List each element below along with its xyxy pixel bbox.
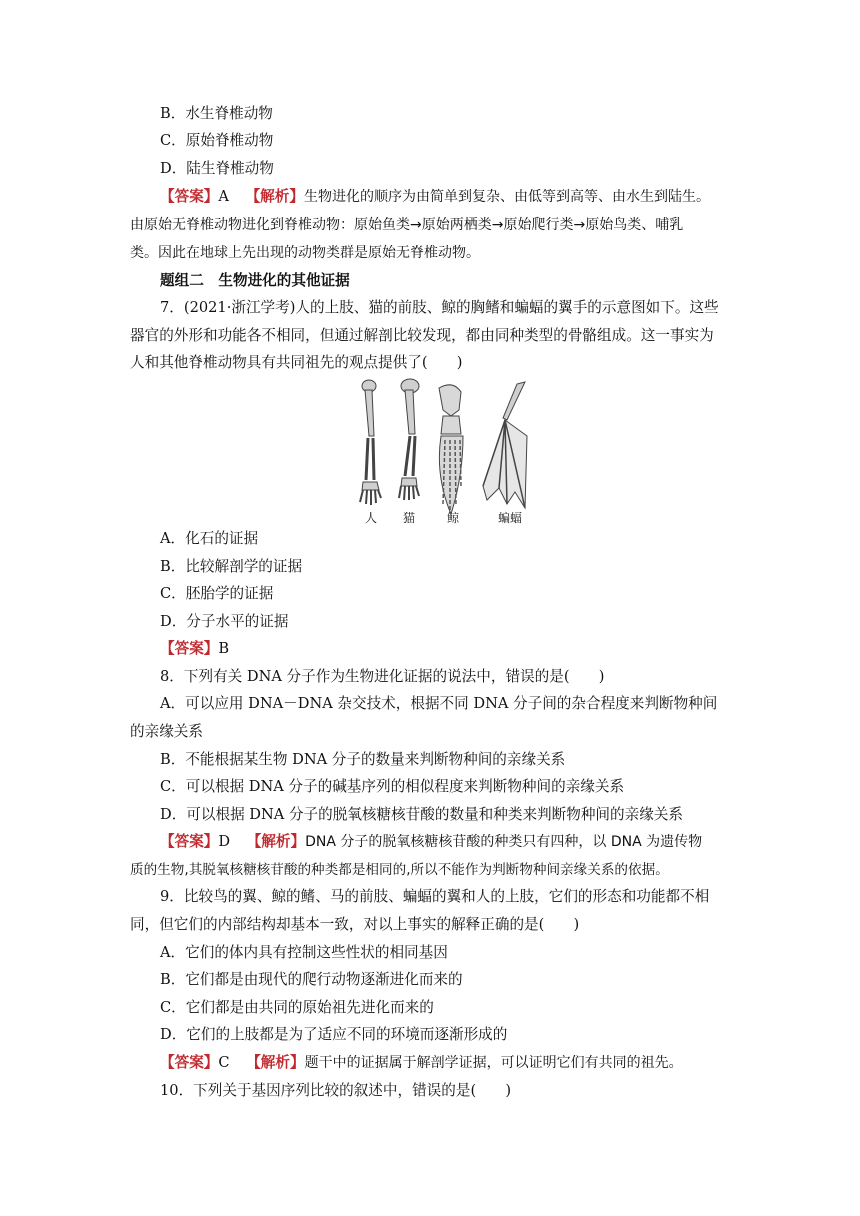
q6-answer-line bbox=[160, 187, 710, 207]
explanation-text: 生物进化的顺序为由简单到复杂、由低等到高等、由水生到陆生。 bbox=[303, 189, 710, 205]
q9-answer-line bbox=[160, 1053, 683, 1073]
figure-label-bat: 蝙蝠 bbox=[498, 511, 523, 525]
figure-label-whale: 鲸 bbox=[447, 511, 460, 525]
q8-option-a-line1: A．可以应用 DNA－DNA 杂交技术，根据不同 DNA 分子间的杂合程度来判断物种间 bbox=[160, 695, 718, 712]
limb-comparison-figure bbox=[355, 376, 535, 528]
q8-option-a-line2: 的亲缘关系 bbox=[130, 723, 203, 740]
q7-option-d: D．分子水平的证据 bbox=[160, 613, 289, 630]
q8-option-d: D．可以根据 DNA 分子的脱氧核糖核苷酸的数量和种类来判断物种间的亲缘关系 bbox=[160, 806, 683, 823]
limb-bones-illustration bbox=[355, 376, 535, 528]
q6-option-d: D．陆生脊椎动物 bbox=[160, 160, 274, 177]
explanation-tag: 【解析】 bbox=[246, 833, 306, 850]
q9-stem-line1: 9．比较鸟的翼、鲸的鳍、马的前肢、蝙蝠的翼和人的上肢，它们的形态和功能都不相 bbox=[160, 888, 710, 905]
q6-option-b: B．水生脊椎动物 bbox=[160, 105, 273, 122]
q7-option-a: A．化石的证据 bbox=[160, 530, 259, 547]
explanation-tag: 【解析】 bbox=[246, 1054, 305, 1071]
answer-tag: 【答案】 bbox=[160, 188, 219, 205]
q7-option-b: B．比较解剖学的证据 bbox=[160, 558, 303, 575]
q8-answer-line bbox=[160, 832, 702, 852]
answer-tag: 【答案】 bbox=[160, 640, 219, 657]
q6-option-c: C．原始脊椎动物 bbox=[160, 132, 274, 149]
q9-option-b: B．它们都是由现代的爬行动物逐渐进化而来的 bbox=[160, 971, 463, 988]
q8-option-c: C．可以根据 DNA 分子的碱基序列的相似程度来判断物种间的亲缘关系 bbox=[160, 778, 625, 795]
q7-option-c: C．胚胎学的证据 bbox=[160, 585, 274, 602]
q7-stem-line2: 器官的外形和功能各不相同，但通过解剖比较发现，都由同种类型的骨骼组成。这一事实为 bbox=[130, 327, 714, 344]
q7-answer-line bbox=[160, 639, 229, 659]
section-heading: 题组二 生物进化的其他证据 bbox=[160, 272, 350, 289]
q9-stem-line2: 同，但它们的内部结构却基本一致，对以上事实的解释正确的是( ) bbox=[130, 916, 580, 933]
q7-stem-line3: 人和其他脊椎动物具有共同祖先的观点提供了( ) bbox=[130, 354, 463, 371]
q6-explanation-line3: 类。因此在地球上先出现的动物类群是原始无脊椎动物。 bbox=[130, 245, 480, 261]
answer-tag: 【答案】 bbox=[160, 833, 219, 850]
q6-explanation-line2: 由原始无脊椎动物进化到脊椎动物：原始鱼类→原始两栖类→原始爬行类→原始鸟类、哺乳 bbox=[130, 217, 684, 233]
answer-value: C bbox=[218, 1054, 230, 1071]
explanation-text: 题干中的证据属于解剖学证据，可以证明它们有共同的祖先。 bbox=[304, 1055, 683, 1071]
explanation-tag: 【解析】 bbox=[245, 188, 304, 205]
answer-value: A bbox=[218, 188, 229, 205]
q9-option-d: D．它们的上肢都是为了适应不同的环境而逐渐形成的 bbox=[160, 1026, 508, 1043]
q8-option-b: B．不能根据某生物 DNA 分子的数量来判断物种间的亲缘关系 bbox=[160, 751, 566, 768]
q8-stem: 8．下列有关 DNA 分子作为生物进化证据的说法中，错误的是( ) bbox=[160, 668, 605, 685]
answer-value: B bbox=[218, 640, 230, 657]
explanation-text: DNA 分子的脱氧核糖核苷酸的种类只有四种，以 DNA 为遗传物 bbox=[305, 834, 703, 850]
q10-stem: 10．下列关于基因序列比较的叙述中，错误的是( ) bbox=[160, 1082, 512, 1099]
q9-option-a: A．它们的体内具有控制这些性状的相同基因 bbox=[160, 944, 448, 961]
q7-stem-line1: 7．(2021·浙江学考)人的上肢、猫的前肢、鲸的胸鳍和蝙蝠的翼手的示意图如下。这些 bbox=[160, 299, 719, 316]
figure-label-cat: 猫 bbox=[403, 511, 416, 525]
answer-value: D bbox=[218, 833, 231, 850]
figure-label-human: 人 bbox=[365, 511, 378, 525]
q8-explanation-line2: 质的生物,其脱氧核糖核苷酸的种类都是相同的,所以不能作为判断物种间亲缘关系的依据。 bbox=[130, 862, 669, 878]
q9-option-c: C．它们都是由共同的原始祖先进化而来的 bbox=[160, 999, 434, 1016]
answer-tag: 【答案】 bbox=[160, 1054, 219, 1071]
